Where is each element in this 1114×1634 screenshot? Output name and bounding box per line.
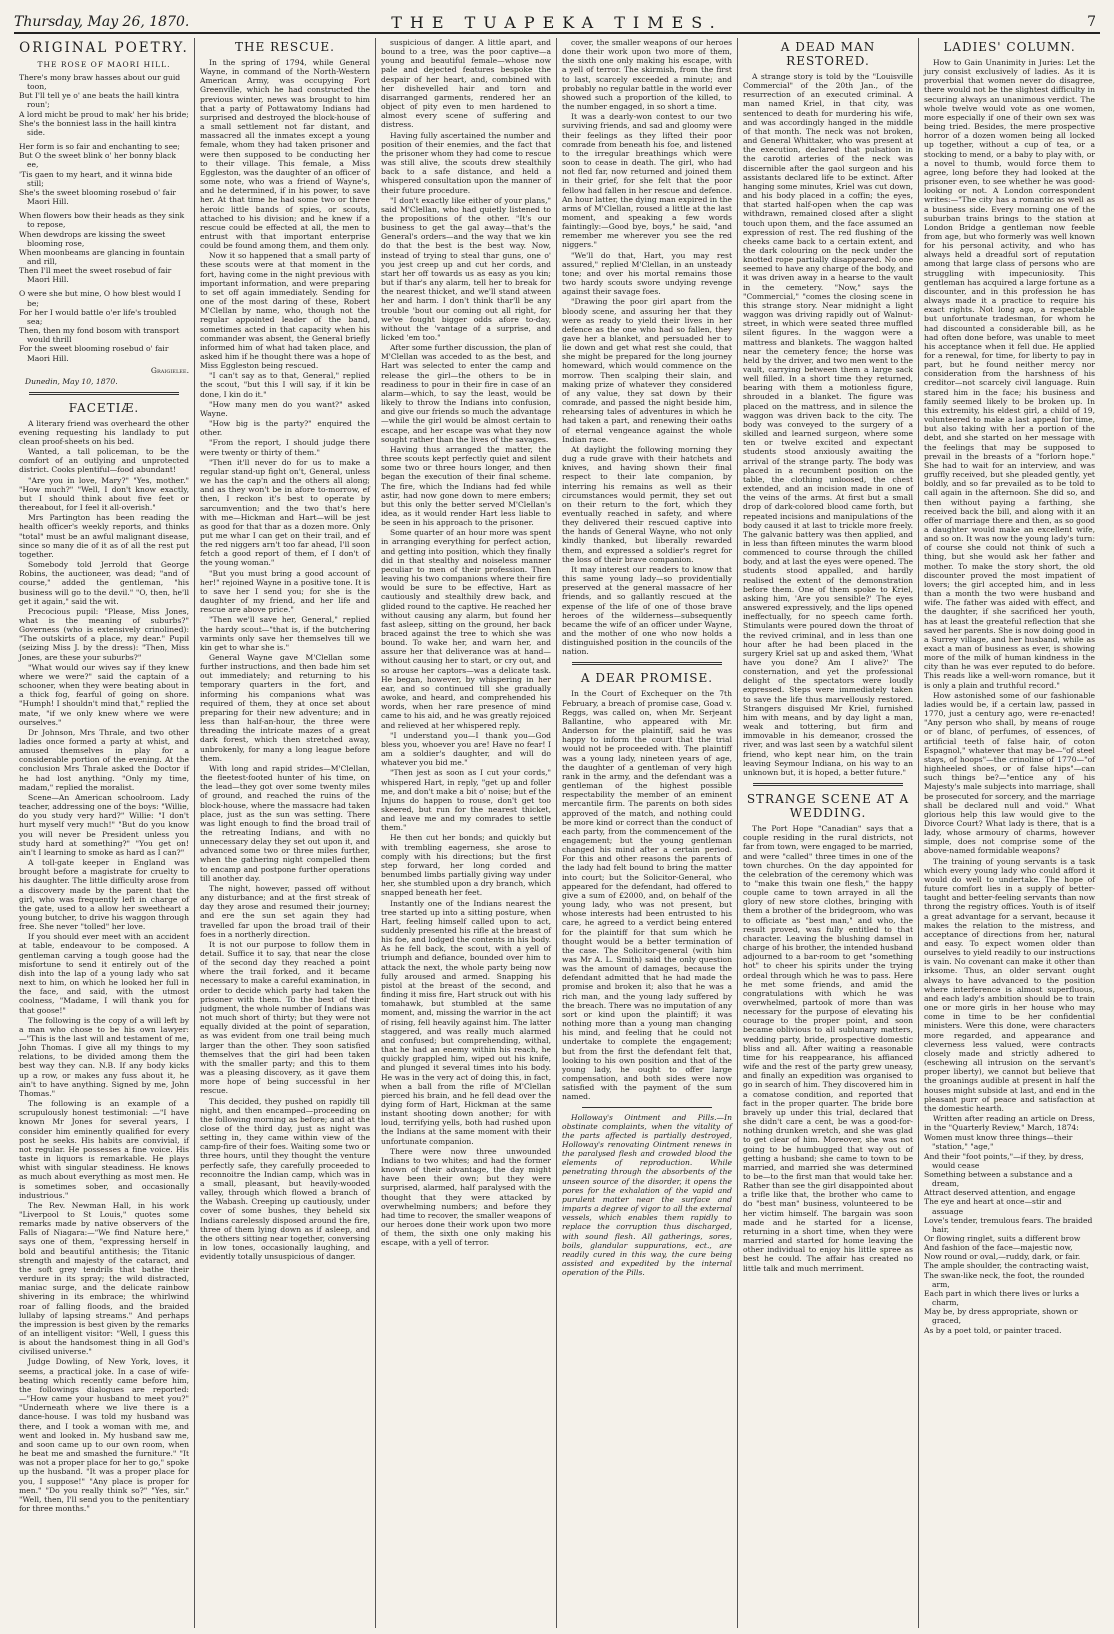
poem-line: Then, then my fond bosom with transport would thrill: [19, 326, 180, 345]
article-paragraph: "I can't say as to that, General," replied the scout, "but this I will say, if it kin be done, I kin do it.": [200, 371, 370, 399]
verse-line: Now round or oval,—ruddy, dark, or fair.: [924, 1252, 1081, 1262]
article-paragraph: "How many men do you want?" asked Wayne.: [200, 399, 370, 418]
article-paragraph: This decided, they pushed on rapidly till night, and then encamped—proceeding on the following morning as before; and at the close of the third day, just as night was setting in, they came within view of the camp-fire of their foes. Waiting some two or three hours, until they thought the venture perfectly safe, they carefully proceeded to reconnoitre the Indian camp, which was in a small, pleasant, but heavily-wooded valley, through which flowed a branch of the Wabash. Creeping up cautiously, under cover of some bushes, they beheld six Indians carelessly disposed around the fire, three of them lying down as if asleep, and the others sitting near together, conversing in low tones, occasionally laughing, and evidently totally unsuspicious of danger.: [200, 1096, 370, 1262]
article-paragraph: A strange story is told by the "Louisville Commercial" of the 20th Jan., of the resurrection of an executed criminal. A man named Kriel, in that city, was sentenced to death for murdering his wife, and was accordingly hanged in the middle of that month. The neck was not broken, and General Whittaker, who was present at the execution, declared that pulsation in the carotid arteries of the neck was discernible after the gaol surgeon and his assistants declared life to be extinct. After hanging some minutes, Kriel was cut down, and his body placed in a coffin; the eyes, that started half-open when the cap was withdrawn, remained closed after a slight touch upon them, and the face assumed an expression of rest. The red flushing of the cheeks came back to a certain extent, and the dark colouring on the neck under the knotted rope partially disappeared. No one seemed to have any charge of the body, and it was driven away in a hearse to the vault in the cemetery. "Now," says the "Commercial," "comes the closing scene in this strange story. Near midnight a light waggon was driving rapidly out of Walnut-street, in which were seated three muffled silent figures. In the waggon were a mattress and blankets. The waggon halted near the cemetery fence; the horse was held by the driver, and two men went to the vault, carrying between them a large sack well filled. In a short time they returned, bearing with them a motionless figure, shrouded in a blanket. The figure was placed on the mattress, and in silence the waggon was driven back to the city. The body was conveyed to the surgery of a skilled and learned surgeon, where some ten or twelve excited and expectant students stood anxiously awaiting the arrival of the strange party. The body was placed in a recumbent position on the table, the clothing unloosed, the chest extended, and an incision made in one of the veins of the arms. At first but a small drop of dark-colored blood came forth, but repeated incisions and manipulations of the body caused it at last to trickle more freely. The galvanic battery was then applied, and in less than fifteen minutes the warm blood commenced to course through the chilled body, and at last the eyes were opened. The students stood appalled, and hardly realised the extent of the demonstration before them. One of them spoke to Kriel, asking him, 'Are you sensible?' The eyes answered expressively, and the lips opened ineffectually, for no speech came forth. Stimulants were poured down the throat of the revived criminal, and in less than one hour after he had been placed in the surgery Kriel sat up and asked them, 'What have you done? Am I alive?' The consternation, and yet the professional delight of the spectators were loudly expressed. Steps were immediately taken to save the life thus marvellously restored. Strangers disguised Mr Kriel, furnished him with means, and by day light a man, weak and tottering, but firm and immovable in his demeanor, crossed the river, and was last seen by a watchful silent friend, who kept near him, on the train leaving Seymour Indiana, on his way to an unknown but, it is hoped, a better future.": [743, 72, 913, 777]
section-divider: [572, 662, 722, 665]
article-paragraph: "Then jest as soon as I cut your cords," whispered Hart, in reply, "get up and foller me, and don't make a bit o' noise; but ef the Injuns do happen to rouse, don't get too skeered, but run for the nearest thicket, and leave me and my comrades to settle them.": [381, 768, 551, 833]
article-paragraph: Somebody told Jerrold that George Robins, the auctioneer, was dead; "and of course," added the gentleman, "his business will go to the devil." "O, then, he'll get it again," said the wit.: [19, 560, 189, 606]
poem-line: Then I'll meet the sweet rosebud of fair Maori Hill.: [19, 266, 172, 285]
newspaper-title: THE TUAPEKA TIMES.: [391, 13, 723, 32]
verse-line: The eye and heart at once—stir and assuage: [924, 1197, 1062, 1216]
article-paragraph: Now it so happened that a small party of these scouts were at that moment in the fort, having come in the night previous with important information, and were preparing to set off again immediately. Sending for one of the most daring of these, Robert M'Clellan by name, who, though not the regular appointed leader of the band, sometimes acted in that capacity when his commander was absent, the General briefly informed him of what had taken place, and asked him if he thought there was a hope of Miss Eggleston being rescued.: [200, 251, 370, 371]
poem-line: A lord micht be proud to mak' her his bride;: [19, 109, 189, 119]
article-paragraph: At daylight the following morning they dug a rude grave with their hatchets and knives, and having shown their final respect to their late companion, by interring his remains as well as their circumstances would permit, they set out on their return to the fort, which they eventually reached in safety, and where they delivered their rescued captive into the hands of General Wayne, who not only kindly thanked, but liberally rewarded them, and expressed a soldier's regret for the loss of their brave companion.: [562, 444, 732, 564]
verse-body: [924, 1133, 1095, 1334]
verse-line: The swan-like neck, the foot, the rounded arm,: [924, 1270, 1085, 1289]
poem-line: When flowers bow their heads as they sink to repose,: [19, 211, 185, 230]
section-heading: A DEAR PROMISE.: [580, 671, 714, 686]
poem-line: She's the sweet blooming rosebud o' fair Maori Hill.: [19, 187, 177, 207]
issue-date: Thursday, May 26, 1870.: [14, 14, 190, 30]
verse-line: Attract deserved attention, and engage: [924, 1188, 1076, 1198]
poem-line: O were she but mine, O how blest would I be;: [19, 289, 181, 308]
article-paragraph: "What would our wives say if they knew where we were?" said the captain of a schooner, when they were beating about in a thick fog, fearful of going on shore. "Humph! I shouldn't mind that," replied the mate, "if we only knew where we were ourselves.": [19, 662, 189, 727]
article-paragraph: "But you must bring a good account of her!" rejoined Wayne in a positive tone. It is to save her I send you; for she is the daughter of my friend, and her life and rescue are above price.": [200, 568, 370, 615]
section-divider: [29, 392, 179, 395]
poem-line: For her I would battle o'er life's troubled sea;: [19, 307, 177, 326]
section-heading: A DEAD MAN RESTORED.: [780, 40, 876, 68]
poem-line: For the sweet blooming rosebud o' fair Maori Hill.: [19, 344, 169, 363]
column-1: [14, 38, 195, 1628]
article-paragraph: Mrs Partington has been reading the health officer's weekly reports, and thinks "total" must be an awful malignant disease, since so many die of it as of all the rest put together.: [19, 513, 189, 559]
article-paragraph: suspicious of danger. A little apart, and bound to a tree, was the poor captive—a young and beautiful female—whose now pale and dejected features bespoke the despair of her heart, and, combined with her dishevelled hair and torn and disarranged garments, rendered her an object of pity even to men hardened to almost every scene of suffering and distress.: [381, 38, 551, 130]
article-paragraph: Judge Dowling, of New York, loves, it seems, a practical joke. In a case of wife-beating which recently came before him, the followings dialogues are reported:—"How came your husband to meet you?" "Underneath where we live there is a dance-house. I was told my husband was there, and I took a woman with me, and went and looked in. My husband saw me, and soon came up to our own room, when he beat me and smashed the furniture." "It was not a proper place for her to go," spoke up the husband. "It was a proper place for you, I suppose!" "Any place is proper for men." "Do you really think so?" "Yes, sir." "Well, then, I'll send you to the penitentiary for three months.": [19, 1357, 189, 1513]
poem-line: When dewdrops are kissing the sweet blooming rose,: [19, 229, 166, 248]
page-number: 7: [1087, 14, 1096, 30]
article-paragraph: If you should ever meet with an accident at table, endeavour to be composed. A gentleman carving a tough goose had the misfortune to send it entirely out of the dish into the lap of a young lady who sat next to him, on which he looked her full in the face, and said, with the utmost coolness, "Madame, I will thank you for that goose!": [19, 932, 189, 1015]
poem-line: Her form is so fair and enchanting to see;: [19, 142, 180, 152]
section-divider: [582, 1107, 712, 1108]
verse-line: May be, by dress appropriate, shown or graced,: [924, 1307, 1078, 1326]
article-paragraph: The following is the copy of a will left by a man who chose to be his own lawyer:—"This is the last will and testament of me, John Thomas. I give all my things to my relations, to be divided among them the best way they can. N.B. If any body kicks up a row, or makes any fuss about it, he ain't to have anything. Signed by me, John Thomas.": [19, 1015, 189, 1098]
verse-line: And their "foot points,"—if they, by dress, would cease: [924, 1151, 1084, 1170]
poem-line: But O the sweet blink o' her bonny black ee,: [19, 151, 176, 170]
columns: [14, 38, 1100, 1628]
article-paragraph: General Wayne gave M'Clellan some further instructions, and then bade him set out immediately; and returning to his temporary quarters in the fort, and informing his companions what was required of them, they at once set about preparing for their new adventure; and in less than half-an-hour, the three were threading the intricate mazes of a great dark forest, which then stretched away, unbrokenly, for many a long league before them.: [200, 653, 370, 763]
article-paragraph: He then cut her bonds; and quickly but with trembling eagerness, she arose to comply with his directions; but the first step forward, her long corded and benumbed limbs partially giving way under her, she stumbled upon a dry branch, which snapped beneath her feet.: [381, 833, 551, 898]
article-paragraph: The following is an example of a scrupulously honest testimonial: —"I have known Mr Jones for several years, I consider him eminently qualified for every post he seeks. His habits are convivial, if not regular. He possesses a fine voice. His taste in liquors is remarkable. He plays whist with singular steadiness. He knows as much about everything as most men. He is sometimes sober, and occasionally industrious.": [19, 1099, 189, 1200]
poem-line: But I'll tell ye o' ane beats the haill kintra roun';: [19, 91, 180, 110]
article-paragraph: Dr Johnson, Mrs Thrale, and two other ladies once formed a party at whist, and amused themselves in play for a considerable portion of the evening. At the conclusion Mrs Thrale asked the Doctor if he had lost anything. "Only my time, madam," replied the moralist.: [19, 727, 189, 792]
article-paragraph: "Then we'll save her, General," replied the hardy scout—"that is, if the butchering varmints only save her themselves till we kin get to whar she is.": [200, 615, 370, 652]
section-heading: STRANGE SCENE AT A WEDDING.: [746, 792, 910, 821]
poem-line: There's mony braw hasses about our guid toon,: [19, 73, 181, 92]
article-paragraph: Having fully ascertained the number and position of their enemies, and the fact that the prisoner whom they had come to rescue was still alive, the scouts drew stealthily back to a safe distance, and held a whispered consultation upon the manner of their future procedure.: [381, 130, 551, 195]
article-paragraph: "I don't exactly like either of your plans," said M'Clellan, who had quietly listened to the propositions of the other. "It's our business to get the gal away—that's the General's orders—and the way that we kin do that the best is the best way. Now, instead of trying to steal thar guns, one o' you jest creep up and cut her cords, and start her off towards us as easy as you kin; but if thar's any alarm, tell her to break for the nearest thicket, and we'll stand atween her and harm. I don't think thar'll be any trouble 'bout our coming out all right, for we've fought bigger odds afore to-day, without the 'vantage of a surprise, and licked 'em too.": [381, 195, 551, 342]
poem-line: When moonbeams are glancing in fountain and rill,: [19, 247, 185, 266]
article-paragraph: How to Gain Unanimity in Juries: Let the jury consist exclusively of ladies. As it is proverbial that women never do disagree, there would not be the slightest difficulty in securing always an unanimous verdict. The whole twelve would vote as one women, more especially if one of their own sex was being tried. Besides, the mere prospective horror of a dozen women being all locked up together, without a cup of tea, or a stocking to mend, or a baby to play with, or a novel to thumb, would force them to agree, long before they had looked at the prisoner even, to see whether he was good-looking or not. A London correspondent writes:—"The city has a romantic as well as a business side. Every morning one of the suburban trains brings to the station at London Bridge a gentleman now feeble from age, but who formerly was well known for his personal activity, and who has always held a dreadful sort of reputation among that large class of persons who are struggling with impecuniosity. This gentleman has acquired a large fortune as a discounter, and in this profession he has always made it a practice to require his exact rights. Not long ago, a respectable but unfortunate tradesman, for whom he had discounted a considerable bill, as he had often done before, was unable to meet his acceptance when it fell due. He applied for a renewal, for time, for liberty to pay in part, but he found neither mercy nor consideration from the harshness of his creditor—not scarcely civil language. Ruin stared him in the face; his business and family seemed likely to be broken up. In this extremity, his eldest girl, a child of 19, volunteered to make a last appeal for time, but also taking with her a portion of the debt, and she started on her message with the feelings that may be supposed to prevail in the breasts of a "forlorn hope." She had to wait for an interview, and was gruffly received, but she pleaded gently, yet boldly, and so far prevailed as to be told to call again in the afternoon. She did so, and then without paying a farthing, she received back the bill, and along with it an offer of marriage there and then, as so good a daughter would make an excellent wife, and so on. It was now the young lady's turn: of course she could not think of such a thing, but she would ask her father and mother. To make the story short, the old discounter proved the most impatient of lovers; the girl accepted him, and in less than a month the two were husband and wife. The father was aided with effect, and the daughter, if she sacrificed her youth, has at least the greateful reflection that she saved her parents. She is now doing good in a Surrey village, and her husband, while as exact a man of business as ever, is showing more of the milk of human kindness in the city than he was ever reputed to do before. This reads like a well-worn romance, but it is only a plain and truthful record.": [924, 58, 1095, 690]
article-paragraph: "I understand you—I thank you—God bless you, whoever you are! Have no fear! I am a soldier's daughter, and will do whatever you bid me.": [381, 730, 551, 768]
article-paragraph: "Are you in love, Mary?" "Yes, mother." "How much?" "Well, I don't know exactly, but I should think about five feet or thereabout, for I feel it all-overish.": [19, 475, 189, 513]
article-paragraph: A literary friend was overheard the other evening requesting his landlady to put clean proof-sheets on his bed.: [19, 418, 189, 446]
article-paragraph: There were now three unwounded Indians to two whites; and had the former known of their advantage, the day might have been their own; but they were surprised, alarmed, half paralysed with the thought that they were attacked by overwhelming numbers; and before they had time to recover, the smaller weapons of our heroes done their work upon two more of them, the sixth one only making his escape, with a yell of terror.: [381, 1146, 551, 1248]
verse-line: Love's tender, tremulous fears. The braided hair,: [924, 1215, 1093, 1234]
verse-line: Each part in which there lives or lurks a charm,: [924, 1288, 1080, 1308]
column-4: [557, 38, 738, 1628]
article-paragraph: "Then it'll never do for us to make a regular stand-up fight on't, General, unless we has the cap'n and the others all along; and as they won't be in afore to-morrow, ef then, I reckon it's best to operate by sarcumvention; and the two that's here with me—Hickman and Hart—will be jest as good for that thar as a dozen more. Only put me whar I can get on their trail, and ef the red niggers arn't too far ahead, I'll soon fetch a good report of them, ef I don't of the young woman.": [200, 457, 370, 568]
article-paragraph: After some further discussion, the plan of M'Clellan was acceded to as the best, and Hart was selected to enter the camp and release the girl—the others to be in readiness to pour in their fire in case of an alarm—which, to say the least, would be likely to throw the Indians into confusion, and give our friends so much the advantage—while the girl would be almost certain to escape, and her escape was what they now sought rather than the lives of the savages.: [381, 343, 551, 444]
column-6: [919, 38, 1100, 1628]
section-divider: [753, 783, 903, 786]
article-paragraph: "Drawing the poor girl apart from the bloody scene, and assuring her that they were as ready to yield their lives in her defence as the one who had so fallen, they gave her a blanket, and persuaded her to lie down and get what rest she could, that she might be prepared for the long journey homeward, which would commence on the morrow. Then scalping their slain, and making prize of whatever they considered of any value, they sat down by their comrade, and passed the night beside him, rehearsing tales of adventures in which he had taken a part, and renewing their oaths of eternal vengeance against the whole Indian race.: [562, 297, 732, 444]
poem-body: [19, 73, 189, 363]
article-paragraph: It was a dearly-won contest to our two surviving friends, and sad and gloomy were their feelings as they lifted their poor comrade from beneath his foe, and listened to the irregular breathings which were soon to cease in death. The girl, who had not fled far, now returned and joined them in their grief, for she felt that the poor fellow had fallen in her rescue and defence. An hour latter, the dying man expired in the arms of M'Clellan, roused a little at the last moment, and speaking a few words faintingly:—Good bye, boys," he said, "and remember me wherever you see the red niggers.": [562, 112, 732, 250]
article-paragraph: Holloway's Ointment and Pills.—In obstinate complaints, when the vitality of the parts affected is partially destroyed, Holloway's renovating Ointment renews in the paralysed flesh and crowded blood the elements of reproduction. While penetrating through the absorbents of the unseen source of the disorder, it opens the pores for the exhalation of the vapid and purulent matter near the surface and imparts a degree of vigor to all the external vessels, which enables them rapidly to replace the corruption thus discharged, with sound flesh. All gatherings, sores, boils, glandular suppurations, ect., are readily cured in this way, the cure being assisted and expedited by the internal operation of the Pills.: [562, 1112, 732, 1278]
article-paragraph: cover, the smaller weapons of our heroes done their work upon two more of them, the sixth one only making his escape, with a yell of terror. The skirmish, from the first to last, scarcely exceeded a minute; and probably no regular battle in the world ever showed such a proportion of the killed, to the number engaged, in so short a time.: [562, 38, 732, 112]
article-paragraph: Instantly one of the Indians nearest the tree started up into a sitting posture, when Hart, feeling himself called upon to act, suddenly presented his rifle at the breast of his foe, and lodged the contents in his body. As he fell back, the scout, with a yell of triumph and defiance, bounded over him to attack the next, the whole party being now fully aroused and armed. Snapping his pistol at the breast of the second, and finding it miss fire, Hart struck out with his tomahawk, but stumbled at the same moment, and, missing the warrior in the act of rising, fell heavily against him. The latter staggered, and was really much alarmed and confused; but comprehending, withal, that he had an enemy within his reach, he quickly grappled him, wiped out his knife, and plunged it several times into his body. He was in the very act of doing this, in fact, when a ball from the rifle of M'Clellan pierced his brain, and he fell dead over the dying form of Hart, Hickman at the same instant shooting down another; for with loud, terrifying yells, both had rushed upon the Indians at the same moment with their unfortunate companion.: [381, 898, 551, 1146]
verse-line: As by a poet told, or painter traced.: [924, 1325, 1062, 1335]
article-paragraph: Written after reading an article on Dress, in the "Quarterly Review," March, 1874:: [924, 1113, 1095, 1133]
poem-signature: Graigielee.: [150, 365, 189, 375]
poem-line: She's the bonniest lass in the haill kintra side.: [19, 118, 177, 137]
article-paragraph: The Rev. Newman Hall, in his work "Liverpool to St Louis," quotes some remarks made by native observers of the Falls of Niagara:—"We find Nature here," says one of them, "expressing herself in bold and beautiful antithesis; the Titanic strength and majesty of the cataract, and the soft grey tendrils that bathe their verdure in its spray; the wild distracted, maniac surge, and the delicate rainbow shivering in its embrace; the whirlwind roar of falling floods, and the braided lullaby of lapsing streams." And perhaps the impression is best given by the remarks of an intelligent visitor: "Well, I guess this is about the handsomest thing in all God's civilised universe.": [19, 1200, 189, 1357]
article-paragraph: Scene—An American schoolroom. Lady teacher, addressing one of the boys: "Willie, do you study very hard?" Willie: "I don't hurt myself very much!" "But do you know you will never be President unless you study hard at something?" "You get on! ain't I learning to smoke as hard as I can?": [19, 792, 189, 857]
article-paragraph: It may interest our readers to know that this same young lady—so providentially preserved at the general massacre of her friends, and so gallantly rescued at the expense of the life of one of those brave heroes of the wilderness—subsequently became the wife of an officer under Wayne, and the mother of one who now holds a distinguished position in the councils of the nation.: [562, 564, 732, 657]
article-paragraph: The Port Hope "Canadian" says that a couple residing in the rural districts, not far from town, were engaged to be married, and were "called" three times in one of the town churches. On the day appointed for the celebration of the ceremony which was to "make this twain one flesh," the happy couple came to town arrayed in all the glory of new store clothes, bringing with them a brother of the bridegroom, who was to officiate as "best man," and who, the result proved, was fully entitled to that character. Leaving the blushing damsel in charge of his brother, the intended husband adjourned to a bar-room to get "something hot" to cheer his spirits under the trying ordeal through which he was to pass. Here he met some friends, and amid the congratulations with which he was overwhelmed, partook of more than was necessary for the purpose of elevating his courage to the proper point, and soon became oblivious to all sublunary matters, wedding party, bride, prospective domestic bliss and all. After waiting a reasonable time for his reappearance, his affianced wife and the rest of the party grew uneasy, and finally an expedition was organised to go in search of him. They discovered him in a comatose condition, and reported that fact in the proper quarter. The bride bore bravely up under this trial, declared that she didn't care a cent, be was a good-for-nothing drunken wretch, and she was glad to get clear of him. Moreover, she was not going to be humbugged that way out of getting a husband; she came to town to be married, and married she was determined to be—to the first man that would take her. Rather than see the girl disappointed about a trifle like that, the brother who came to do "best man" business, volunteered to be her victim himself. The bargain was soon made and he started for a license, returning in a short time, when they were married and started for home leaving the other individual to enjoy his little spree as best he could. The affair has created no little talk and much merriment.: [743, 824, 913, 1273]
column-3: [376, 38, 557, 1628]
column-5: [738, 38, 919, 1628]
section-subheading: THE ROSE OF MAORI HILL.: [37, 60, 171, 69]
article-paragraph: It is not our purpose to follow them in detail. Suffice it to say, that near the close of the second day they reached a point where the trail forked, and it became necessary to make a careful examination, in order to decide which party had taken the prisoner with them. To the best of their judgment, the whole number of Indians was not much short of thirty; but they were not equally divided at the point of separation, as was evident from one trail being much larger than the other. They soon satisfied themselves that the girl had been taken with the smaller party; and this to them was a pleasing discovery, as it gave them more hope of being successful in her rescue.: [200, 939, 370, 1096]
article-paragraph: In the Court of Exchequer on the 7th February, a breach of promise case, Goad v. Reggs, was called on, when Mr. Serjeant Ballantine, who appeared with Mr. Anderson for the plaintiff, said he was happy to inform the court that the trial would not be proceeded with. The plaintiff was a young lady, nineteen years of age, the daughter of a gentleman of very high rank in the army, and the defendant was a gentleman of the highest possible respectability the member of an eminent mercantile firm. The parents on both sides approved of the match, and nothing could be more kind or correct than the conduct of each party, from the commencement of the engagement; but the young gentleman changed his mind after a certain period. For this and other reasons the parents of the lady had felt bound to bring the matter into court; but the Solicitor-General, who appeared for the defendant, had offered to give a sum of £2000, and, on behalf of the young lady, who was not present, but whose interests had been entrusted to his care, he agreed to a verdict being entered for the plaintiff for that sum which he thought would be a better termination of the case. The Solicitor-general (with him was Mr A. L. Smith) said the only question was the amount of damages, because the defendant admitted that he had made the promise and broken it; also that he was a rich man, and the young lady suffered by the breach. There was no imputation of any sort or kind upon the plaintiff; it was nothing more than a young man changing his mind, and feeling that he could not undertake to complete the engagement; but from the first the defendant felt that, looking to his own position and that of the young lady, he ought to offer large compensation, and both sides were now satisfied with the payment of the sum named.: [562, 689, 732, 1102]
article-paragraph: The night, however, passed off without any disturbance; and at the first streak of day they arose and resumed their journey; and ere the sun set again they had travelled far upon the broad trail of their foes in a northerly direction.: [200, 883, 370, 939]
section-heading: LADIES' COLUMN.: [943, 40, 1076, 54]
section-heading: THE RESCUE.: [235, 40, 335, 54]
article-paragraph: Having thus arranged the matter, the three scouts kept perfectly quiet and silent some two or three hours longer, and then began the execution of their final scheme. The fire, which the Indians had fed while astir, had now gone down to mere embers; but this only the better served M'Clellan's idea, as it would render Hart less liable to be seen in his approach to the prisoner.: [381, 444, 551, 528]
verse-line: Women must know three things—their "station," "age,": [924, 1133, 1073, 1152]
verse-line: Something between a substance and a dream,: [924, 1169, 1073, 1189]
column-2: [195, 38, 376, 1628]
verse-line: And fashion of the face—majestic now,: [924, 1243, 1073, 1253]
poem-dateline: Dunedin, May 10, 1870.: [25, 376, 118, 386]
article-paragraph: Some quarter of an hour more was spent in arranging everything for perfect action, and getting into position, which they finally did in that stealthy and noiseless manner peculiar to men of their profession. Then leaving his two companions where their fire would be sure to be effective, Hart as cautiously and stealthily drew back, and glided round to the captive. He reached her without causing any alarm, but found her fast asleep, sitting on the ground, her back braced against the tree to which she was bound. To wake her, and warn her, and assure her that deliverance was at hand—without causing her to start, or cry out, and so arouse her captors—was a delicate task. He began, however, by whispering in her ear, and so continued till she gradually awoke, and heard, and comprehended his words, when her rare presence of mind came to his aid, and he was greatly rejoiced and relieved at her whispered reply.: [381, 528, 551, 730]
article-paragraph: The training of young servants is a task which every young lady who could afford it would do well to undertake. The hope of future comfort lies in a supply of better-taught and better-feeling servants than now throng the registry offices. Youth is of itself a great advantage for a servant, because it makes the relation to the mistress, and acceptance of directions from her, natural and easy. To expect women older than ourselves to yield readily to our instructions is vain. No covenant can make it other than irksome. Thus, an older servant ought always to have advanced to the position where interference is almost superfluous, and each lady's ambition should be to train one or more girls in her house who may come in time to be her confidential ministers. Were this done, were characters more regarded, and appearance and cleverness less valued, were contracts closely made and strictly adhered to (eschewing all intrusion on the servant's proper liberty), we cannot but believe that the groanings audible at present in half the houses might subside at last, and end in the pleasant purr of peace and satisfaction at the domestic hearth.: [924, 856, 1095, 1113]
article-paragraph: Wanted, a tall policeman, to be the comfort of an outlying and unprotected district. Cooks plentiful—food abundant!: [19, 447, 189, 475]
article-paragraph: "From the report, I should judge there were twenty or thirty of them.": [200, 438, 370, 457]
poem-line: 'Tis gaen to my heart, and it winna bide still;: [19, 169, 173, 188]
article-paragraph: "We'll do that, Hart, you may rest assured," replied M'Clellan, in an unsteady tone; and over his mortal remains those two hardy scouts swore undying revenge against their savage foes.: [562, 250, 732, 297]
verse-line: Or flowing ringlet, suits a different brow: [924, 1234, 1081, 1243]
article-paragraph: "How big is the party?" enquired the other.: [200, 419, 370, 438]
article-paragraph: Precocious pupil: "Please, Miss Jones, what is the meaning of suburbs?" Governess (who is extensively crinolined): "The outskirts of a place, my dear." Pupil (seizing Miss J. by the dress): "Then, Miss Jones, are these your suburbs?": [19, 606, 189, 662]
section-heading: ORIGINAL POETRY.: [19, 40, 189, 56]
article-paragraph: How astonished some of our fashionable ladies would be, if a certain law, passed in 1770, just a century ago, were re-enacted! "Any person who shall, by means of rouge or of blanc, of perfumes, of essences, of artificial teeth of false hair, of coton Espagnol," whatever that may be—"of steel stays, of hoops"—the crinoline of 1770—"of highheeled shoes, or of false hips"—can such things be?—"entice any of his Majesty's male subjects into marriage, shall be prosecuted for sorcery, and the marriage shall be declared null and void." What glorious help this law would give to the Divorce Court? What lady is there, that is a lady, whose armoury of charms, however simple, does not comprise some of the above-named formidable weapons?: [924, 690, 1095, 856]
masthead: [14, 12, 1100, 34]
article-paragraph: With long and rapid strides—M'Clellan, the fleetest-footed hunter of his time, on the lead—they got over some twenty miles of ground, and reached the ruins of the block-house, where the massacre had taken place, just as the sun was setting. There was light enough to find the broad trail of the retreating Indians, and with no unnecessary delay they set out upon it, and advanced some two or three miles further, when the gathering night compelled them to encamp and postpone further operations till another day.: [200, 763, 370, 883]
verse-line: The ample shoulder, the contracting waist,: [924, 1261, 1089, 1271]
section-heading: FACETIÆ.: [68, 400, 140, 415]
article-paragraph: A toll-gate keeper in England was brought before a magistrate for cruelty to his daughter. The little difficulty arose from a discovery made by the parent that the girl, who was frequently left in charge of the gate, used to a allow her sweetheart a young butcher, to drive his waggon through free. She never "tolled" her love.: [19, 858, 189, 932]
article-paragraph: In the spring of 1794, while General Wayne, in command of the North-Western American Army, was occupying Fort Greenville, which he had constructed the previous winter, news was brought to him that a party of Pottawatomy Indians had surprised and destroyed the block-house of a small settlement not far distant, and massacred all the inmates except a young female, whom they had taken prisoner and were then supposed to be conducting her to their village. This female, a Miss Eggleston, was the daughter of an officer of some note, who was a friend of Wayne's, and he determined, if in his power, to save her. At that time he had some two or three heroic little bands of spies, or scouts, attached to his division; and he knew if a rescue could be effected at all, the men to entrust with that important enterprise could be found among them, and them only.: [200, 58, 370, 251]
